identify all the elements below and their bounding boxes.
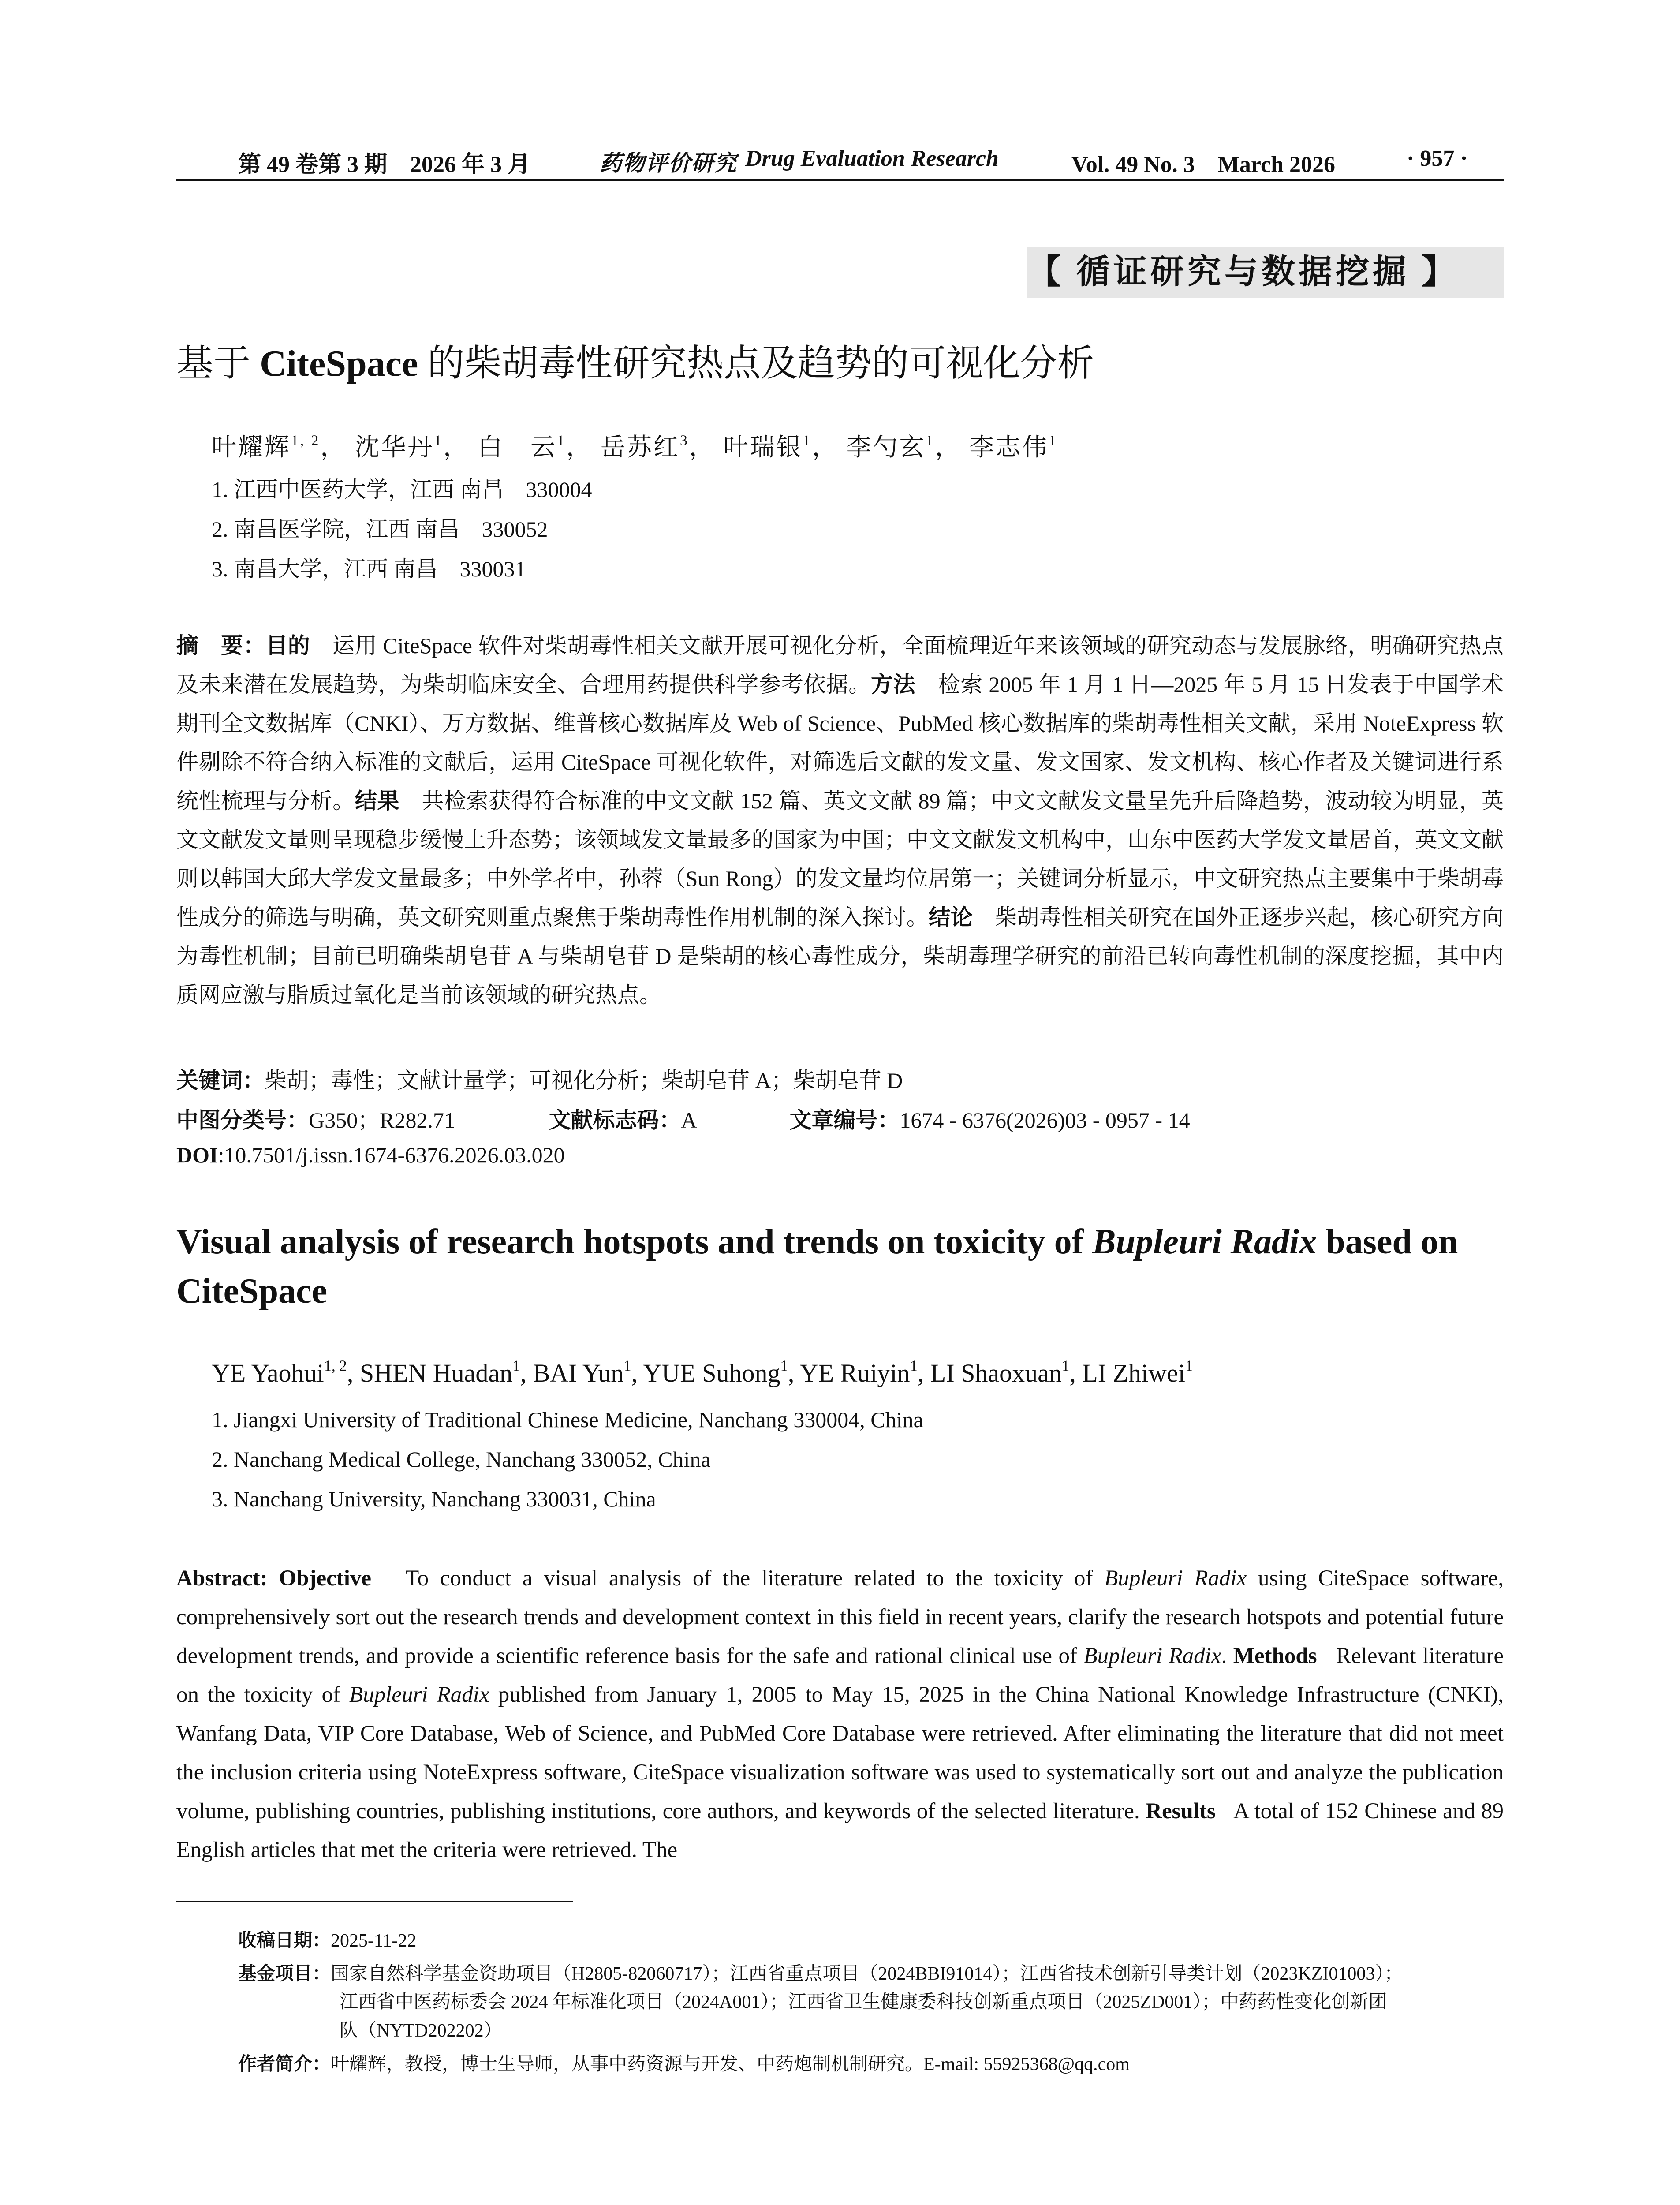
author: 叶瑞银$^1$	[723, 432, 812, 461]
running-header	[176, 141, 1504, 181]
header-volume: Vol. 49 No. 3 March 2026	[1071, 152, 1336, 177]
author: YE Yaohui$^{1, 2}$	[212, 1357, 347, 1387]
author: YUE Suhong$^1$	[643, 1357, 788, 1387]
zh-keywords: 关键词：柴胡；毒性；文献计量学；可视化分析；柴胡皂苷 A；柴胡皂苷 D	[176, 1068, 903, 1093]
author: LI Shaoxuan$^1$	[930, 1357, 1070, 1387]
doc-code: 文献标志码：A	[549, 1107, 696, 1133]
zh-abstract: 摘 要：目的 运用 CiteSpace 软件对柴胡毒性相关文献开展可视化分析，全面梳理近年来该领域的研究动态与发展脉络，明确研究热点及未来潜在发展趋势，为柴胡临床安全、合理用药提供科学参考依据。方法 检索 2005 年 1 月 1 日—2025 年 5 月 15 日发表于中国学术期刊全文数据库（CNKI）、万方数据、维普核心数据库及 Web of Science、PubMed 核心数据库的柴胡毒性相关文献，采用 NoteExpress 软件剔除不符合纳入标准的文献后，运用 CiteSpace 可视化软件，对筛选后文献的发文量、发文国家、发文机构、核心作者及关键词进行系统性梳理与分析。结果 共检索获得符合标准的中文文献 152 篇、英文文献 89 篇；中文文献发文量呈先升后降趋势，波动较为明显，英文文献发文量则呈现稳步缓慢上升态势；该领域发文量最多的国家为中国；中文文献发文机构中，山东中医药大学发文量居首，英文文献则以韩国大邱大学发文量最多；中外学者中，孙蓉（Sun Rong）的发文量均位居第一；关键词分析显示，中文研究热点主要集中于柴胡毒性成分的筛选与明确，英文研究则重点聚焦于柴胡毒性作用机制的深入探讨。结论 柴胡毒性相关研究在国外正逐步兴起，核心研究方向为毒性机制；目前已明确柴胡皂苷 A 与柴胡皂苷 D 是柴胡的核心毒性成分，柴胡毒理学研究的前沿已转向毒性机制的深度挖掘，其中内质网应激与脂质过氧化是当前该领域的研究热点。	[176, 633, 1504, 1007]
author: 岳苏红$^3$	[600, 432, 689, 461]
zh-classification-row	[176, 1102, 1190, 1134]
column-banner: 【 循证研究与数据挖掘 】	[1027, 247, 1504, 298]
zh-affiliation: 1. 江西中医药大学，江西 南昌 330004	[212, 477, 592, 502]
footnote-author-bio: 作者简介：叶耀辉，教授，博士生导师，从事中药资源与开发、中药炮制机制研究。E-mail: 55925368@qq.com	[238, 2053, 1130, 2074]
en-affiliation: 3. Nanchang University, Nanchang 330031, China	[212, 1487, 656, 1511]
author: 沈华丹$^1$	[355, 432, 444, 461]
journal-name-en: Drug Evaluation Research	[745, 146, 999, 171]
en-abstract: Abstract: Objective To conduct a visual analysis of the literature related to the toxicity of Bupleuri Radix using CiteSpace software, comprehensively sort out the research trends and development context in this field in recent years, clarify the research hotspots and potential future development trends, and provide a scientific reference basis for the safe and rational clinical use of Bupleuri Radix. Methods Relevant literature on the toxicity of Bupleuri Radix published from January 1, 2005 to May 15, 2025 in the China National Knowledge Infrastructure (CNKI), Wanfang Data, VIP Core Database, Web of Science, and PubMed Core Database were retrieved. After eliminating the literature that did not meet the inclusion criteria using NoteExpress software, CiteSpace visualization software was used to systematically sort out and analyze the publication volume, publishing countries, publishing institutions, core authors, and keywords of the selected literature. Results A total of 152 Chinese and 89 English articles that met the criteria were retrieved. The	[176, 1566, 1504, 1862]
author: 白 云$^1$	[478, 432, 566, 461]
page-number: · 957 ·	[1407, 146, 1468, 171]
author: YE Ruiyin$^1$	[799, 1357, 918, 1387]
footnote-rule	[176, 1901, 573, 1902]
author: LI Zhiwei$^1$	[1082, 1357, 1193, 1387]
footnote-funding: 基金项目：国家自然科学基金资助项目（H2805-82060717）；江西省重点项目（2024BBI91014）；江西省技术创新引导类计划（2023KZI01003）；	[238, 1962, 1403, 1984]
en-affiliation: 1. Jiangxi University of Traditional Chinese Medicine, Nanchang 330004, China	[212, 1407, 923, 1432]
en-affiliation: 2. Nanchang Medical College, Nanchang 330052, China	[212, 1447, 711, 1472]
author: 叶耀辉$^{1, 2}$	[212, 432, 321, 461]
zh-author-list: 叶耀辉$^{1, 2}$， 沈华丹$^1$， 白 云$^1$， 岳苏红$^3$， 叶瑞银$^1$， 李勺玄$^1$， 李志伟$^1$	[212, 432, 1058, 461]
author: 李志伟$^1$	[969, 432, 1058, 461]
zh-title: 基于 CiteSpace 的柴胡毒性研究热点及趋势的可视化分析	[176, 343, 1094, 384]
article-number: 文章编号：1674 - 6376(2026)03 - 0957 - 14	[789, 1107, 1190, 1133]
doi: DOI:10.7501/j.issn.1674-6376.2026.03.020	[176, 1143, 565, 1167]
footnote-received: 收稿日期：2025-11-22	[238, 1929, 417, 1951]
author: SHEN Huadan$^1$	[359, 1357, 520, 1387]
footnote-funding-cont: 江西省中医药标委会 2024 年标准化项目（2024A001）；江西省卫生健康委科技创新重点项目（2025ZD001）；中药药性变化创新团	[340, 1992, 1387, 2012]
en-author-list: YE Yaohui$^{1, 2}$, SHEN Huadan$^1$, BAI Yun$^1$, YUE Suhong$^1$, YE Ruiyin$^1$, LI Shaoxuan$^1$, LI Zhiwei$^1$	[212, 1357, 1193, 1387]
clc: 中图分类号：G350；R282.71	[176, 1107, 455, 1133]
author: 李勺玄$^1$	[846, 432, 935, 461]
zh-affiliation: 3. 南昌大学，江西 南昌 330031	[212, 557, 526, 581]
zh-affiliation: 2. 南昌医学院，江西 南昌 330052	[212, 517, 548, 542]
en-title: Visual analysis of research hotspots and trends on toxicity of Bupleuri Radix based on CiteSpace	[176, 1222, 1458, 1311]
footnote-funding-cont: 队（NYTD202202）	[340, 2021, 502, 2041]
author: BAI Yun$^1$	[533, 1357, 631, 1387]
journal-logo-cn: 药物评价研究	[600, 150, 737, 176]
header-issue: 第 49 卷第 3 期 2026 年 3 月	[238, 152, 531, 177]
